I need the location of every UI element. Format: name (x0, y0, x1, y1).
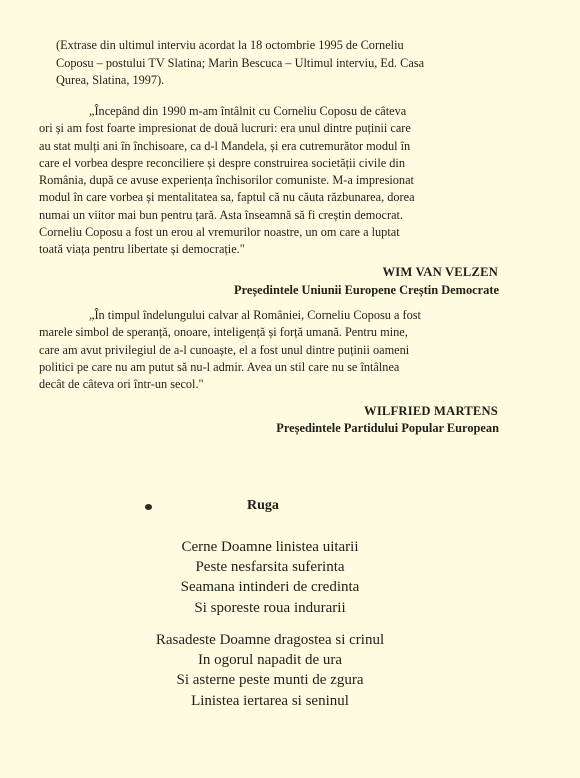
bullet-dot (145, 504, 152, 510)
quote-line: numai un viitor mai bun pentru țară. Asta înseamnă să fi creștin democrat. (39, 207, 404, 222)
source-note (56, 37, 516, 90)
quote-author: WIM VAN VELZEN (382, 265, 498, 279)
quote-author-role: Președintele Partidului Popular European (276, 421, 499, 435)
quote-line: decât de câteva ori într-un secol." (39, 377, 204, 392)
poem-line: Seamana intinderi de credinta (180, 579, 360, 596)
poem-title: Ruga (247, 498, 279, 513)
source-note-line: Coposu – postului TV Slatina; Marin Bescuca – Ultimul interviu, Ed. Casa (56, 55, 425, 70)
poem-line: Linistea iertarea si seninul (191, 692, 349, 709)
source-note-line: (Extrase din ultimul interviu acordat la 18 octombrie 1995 de Corneliu (56, 38, 404, 52)
poem-stanza (120, 630, 420, 711)
quote-line: Corneliu Coposu a fost un erou al vremurilor noastre, un om care a luptat (39, 225, 400, 240)
poem-line: Peste nesfarsita suferinta (195, 559, 345, 576)
quote-line: marele simbol de speranță, onoare, inteligență și forță umană. Pentru mine, (39, 325, 408, 340)
quote-line: toată viața pentru libertate și democrație." (39, 242, 245, 257)
poem-line: Rasadeste Doamne dragostea si crinul (155, 632, 385, 648)
poem-line: Cerne Doamne linistea uitarii (181, 539, 359, 555)
poem-stanza (120, 537, 420, 618)
quote-line: ori și am fost foarte impresionat de două lucruri: era unul dintre puținii care (39, 121, 411, 136)
quote-line: „Începând din 1990 m-am întâlnit cu Corneliu Coposu de câteva (89, 104, 407, 118)
quote-line: România, după ce avuse experiența închisorilor comuniste. M-a impresionat (39, 173, 414, 188)
source-note-line: Qurea, Slatina, 1997). (56, 73, 165, 87)
poem-line: Si sporeste roua indurarii (194, 599, 346, 616)
quote-line: care am avut privilegiul de a-l cunoaște, el a fost unul dintre puținii oameni (39, 342, 410, 357)
quote-line: care el vorbea despre reconciliere și despre construirea societății civile din (39, 155, 406, 170)
poem-line: Si asterne peste munti de zgura (176, 672, 364, 689)
quote-line: au stat mulți ani în închisoare, ca d-l Mandela, și era cutremurător modul în (39, 138, 411, 153)
quote-martens (39, 307, 499, 393)
quote-line: „În timpul îndelungului calvar al României, Corneliu Coposu a fost (89, 308, 421, 322)
poem-line: In ogorul napadit de ura (197, 652, 343, 669)
quote-line: modul în care vorbea și mentalitatea sa, faptul că nu căuta răzbunarea, dorea (39, 190, 415, 205)
quote-van-velzen (39, 103, 499, 259)
quote-line: politici pe care nu am putut să nu-l admir. Avea un stil care nu se întâlnea (39, 359, 400, 374)
quote-author: WILFRIED MARTENS (364, 404, 498, 418)
quote-author-role: Președintele Uniunii Europene Creștin Democrate (234, 283, 499, 297)
